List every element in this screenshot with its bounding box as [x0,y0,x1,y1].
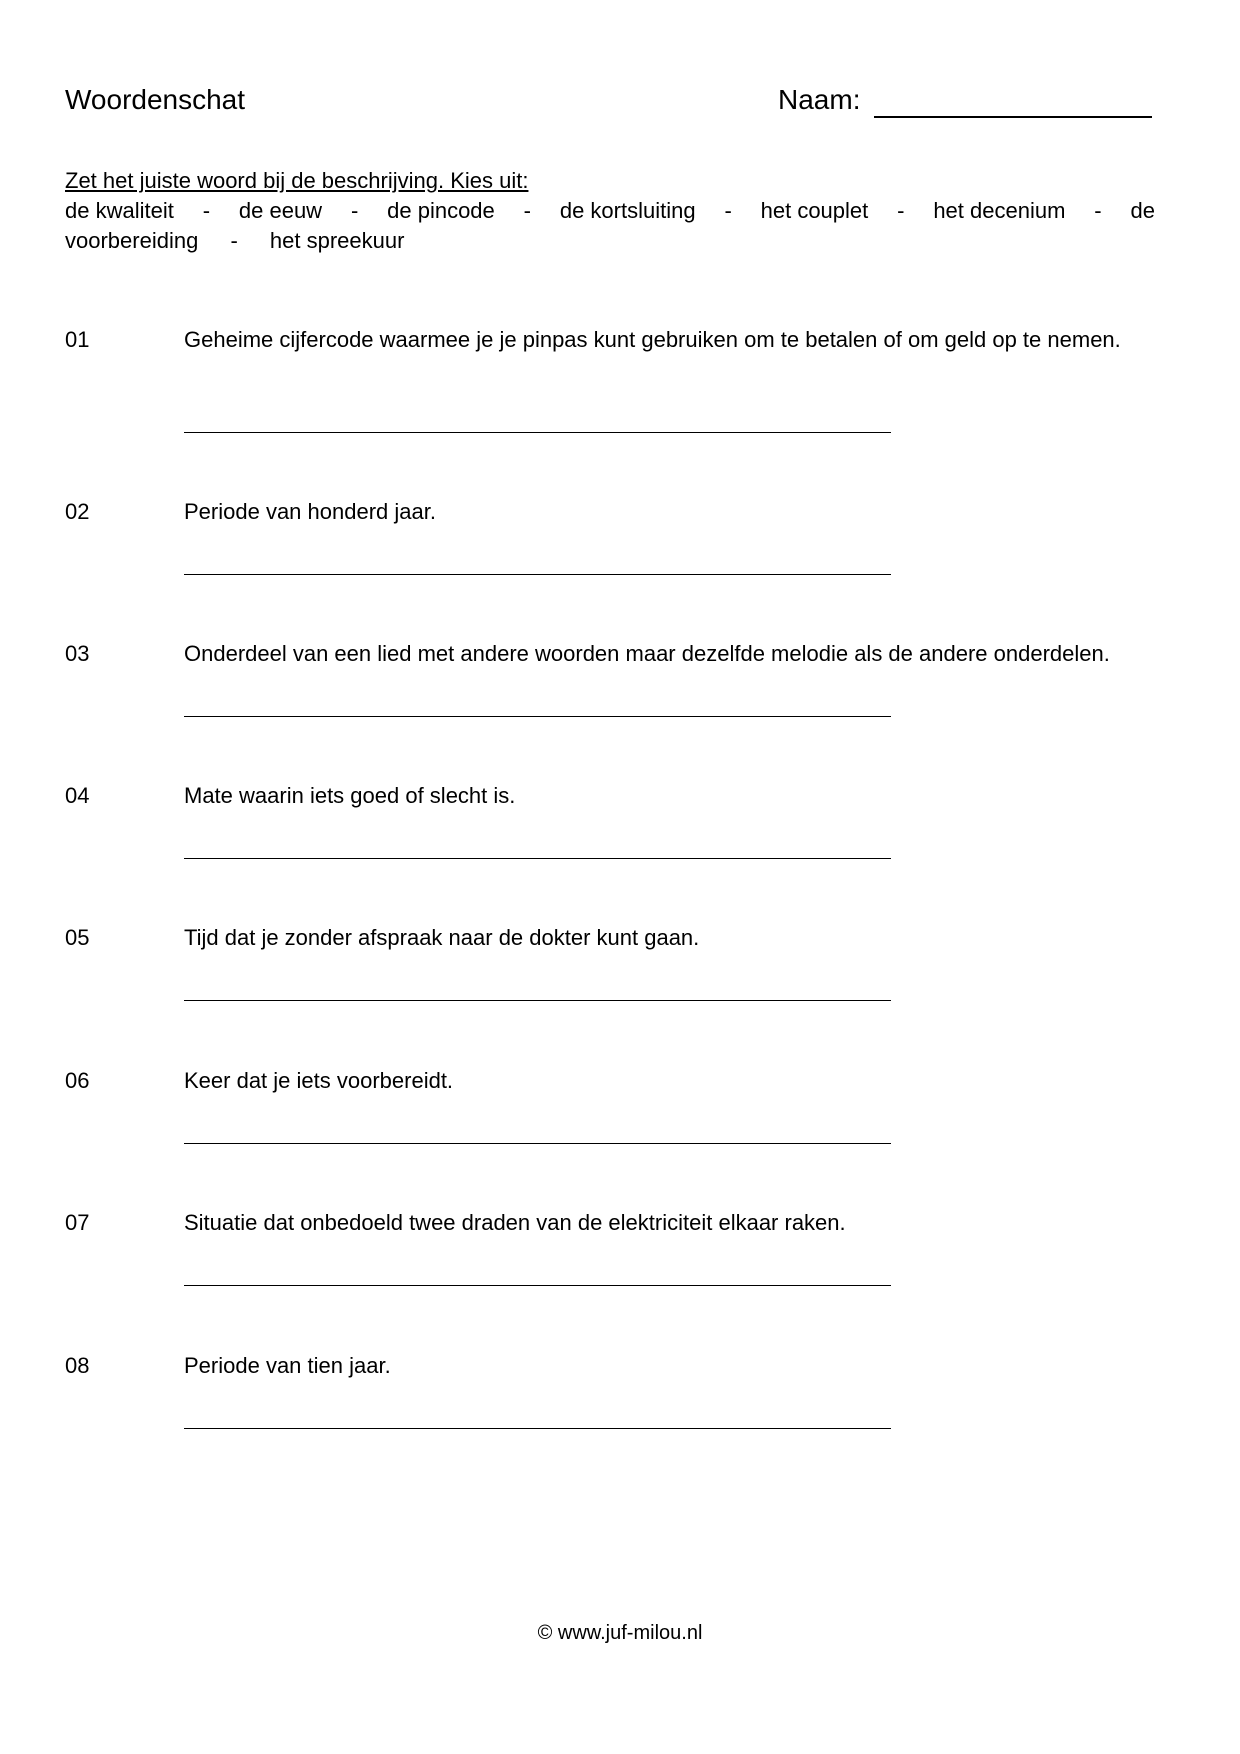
question-text: Mate waarin iets goed of slecht is. [184,783,516,808]
word-choices-line-1 [65,198,1155,224]
naam-input-line[interactable] [874,116,1152,118]
question-number: 01 [65,327,90,352]
choice-word: de eeuw [238,198,323,223]
answer-line[interactable] [184,1000,891,1001]
question-text: Onderdeel van een lied met andere woorden maar dezelfde melodie als de andere onderdelen. [184,641,1110,666]
footer-copyright: © www.juf-milou.nl [537,1622,703,1644]
instruction-text: Zet het juiste woord bij de beschrijving. Kies uit: [65,168,529,193]
choice-word: het spreekuur [269,228,405,253]
answer-line[interactable] [184,432,891,433]
choice-separator: - [202,198,211,223]
question-text: Periode van tien jaar. [184,1353,391,1378]
word-choices-line-2 [65,228,404,254]
choice-separator: - [1094,198,1102,223]
question-number: 04 [65,783,90,808]
answer-line[interactable] [184,858,891,859]
choice-word: voorbereiding [65,228,199,253]
answer-line[interactable] [184,1143,891,1144]
choice-separator: - [230,228,238,253]
answer-line[interactable] [184,1428,891,1429]
choice-separator: - [724,198,732,223]
question-text: Situatie dat onbedoeld twee draden van de elektriciteit elkaar raken. [184,1210,846,1235]
choice-separator: - [350,198,359,223]
choice-word: de pincode [387,198,495,223]
question-number: 02 [65,499,90,524]
choice-separator: - [523,198,531,223]
question-number: 07 [65,1210,90,1235]
question-text: Keer dat je iets voorbereidt. [184,1068,454,1093]
choice-word: het decenium [933,198,1066,223]
question-number: 06 [65,1068,90,1093]
question-text: Geheime cijfercode waarmee je je pinpas kunt gebruiken om te betalen of om geld op te nemen. [184,327,1121,352]
answer-line[interactable] [184,1285,891,1286]
choice-word: de [1130,198,1155,223]
question-number: 08 [65,1353,90,1378]
choice-word: het couplet [760,198,869,223]
answer-line[interactable] [184,716,891,717]
question-number: 05 [65,925,90,950]
question-text: Periode van honderd jaar. [184,499,436,524]
choice-word: de kwaliteit [65,198,174,223]
answer-line[interactable] [184,574,891,575]
naam-label: Naam: [778,84,861,115]
choice-separator: - [897,198,905,223]
choice-word: de kortsluiting [559,198,696,223]
page-title: Woordenschat [65,84,246,115]
question-number: 03 [65,641,90,666]
question-text: Tijd dat je zonder afspraak naar de dokter kunt gaan. [184,925,700,950]
